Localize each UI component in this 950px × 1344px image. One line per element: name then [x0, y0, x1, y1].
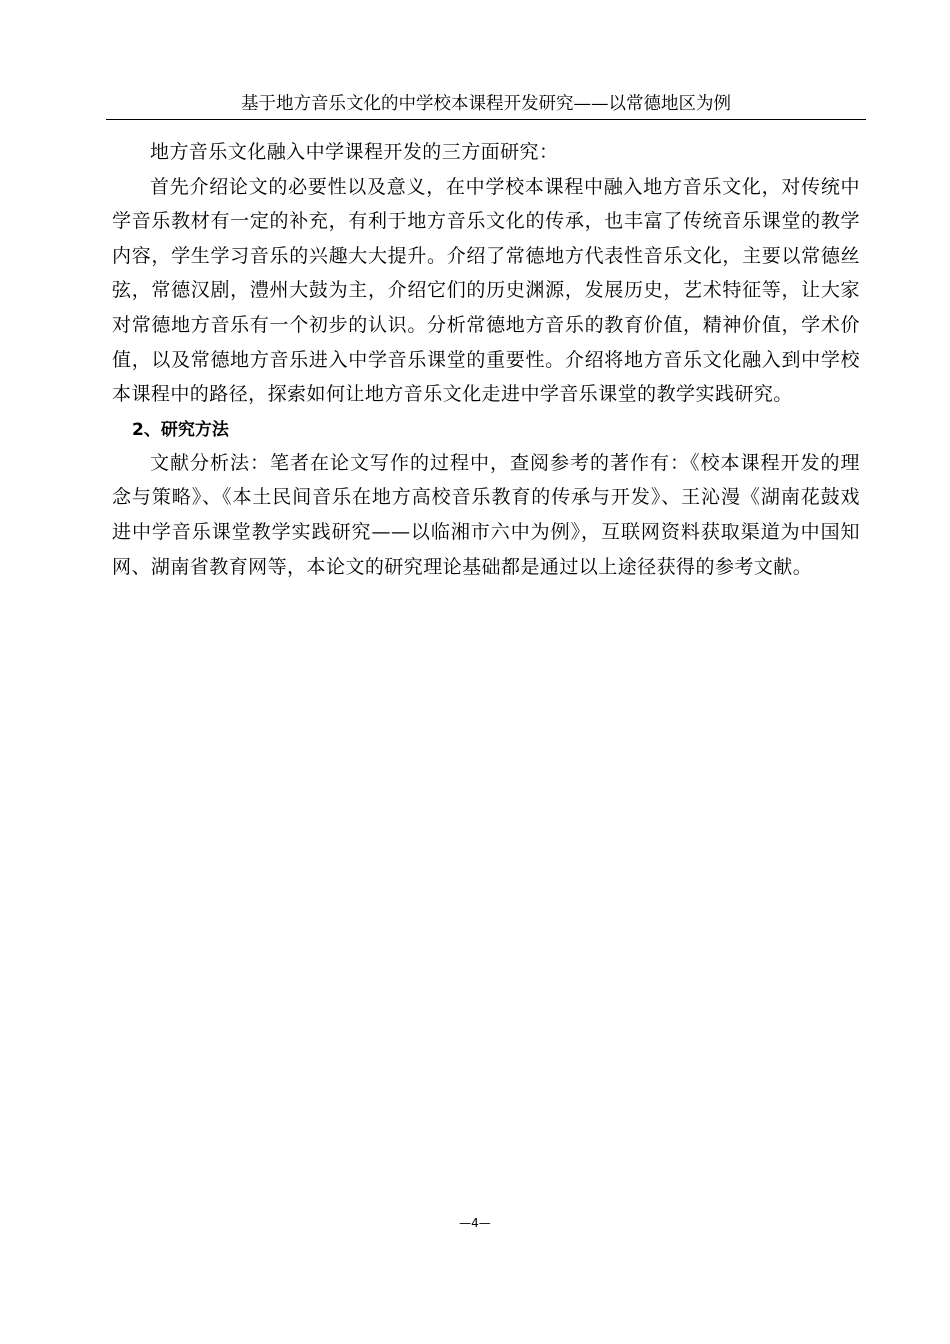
page-number: —4—	[459, 1216, 491, 1230]
running-header-title: 基于地方音乐文化的中学校本课程开发研究——以常德地区为例	[241, 94, 731, 114]
literature-analysis-paragraph: 文献分析法：笔者在论文写作的过程中，查阅参考的著作有：《校本课程开发的理念与策略》、《本土民间音乐在地方高校音乐教育的传承与开发》、王沁漫《湖南花鼓戏进中学音乐课堂教学实践研究——以临湘市六中为例》，互联网资料获取渠道为中国知网、湖南省教育网等，本论文的研究理论基础都是通过以上途径获得的参考文献。	[112, 451, 860, 578]
document-body	[112, 135, 860, 584]
section-heading-research-methods: 2、研究方法	[132, 419, 229, 440]
intro-paragraph: 地方音乐文化融入中学课程开发的三方面研究：	[150, 141, 559, 163]
necessity-paragraph: 首先介绍论文的必要性以及意义，在中学校本课程中融入地方音乐文化，对传统中学音乐教材有一定的补充，有利于地方音乐文化的传承，也丰富了传统音乐课堂的教学内容，学生学习音乐的兴趣大大提升。介绍了常德地方代表性音乐文化，主要以常德丝弦，常德汉剧，澧州大鼓为主，介绍它们的历史渊源，发展历史，艺术特征等，让大家对常德地方音乐有一个初步的认识。分析常德地方音乐的教育价值，精神价值，学术价值，以及常德地方音乐进入中学音乐课堂的重要性。介绍将地方音乐文化融入到中学校本课程中的路径，探索如何让地方音乐文化走进中学音乐课堂的教学实践研究。	[112, 175, 860, 406]
running-header	[106, 93, 866, 120]
